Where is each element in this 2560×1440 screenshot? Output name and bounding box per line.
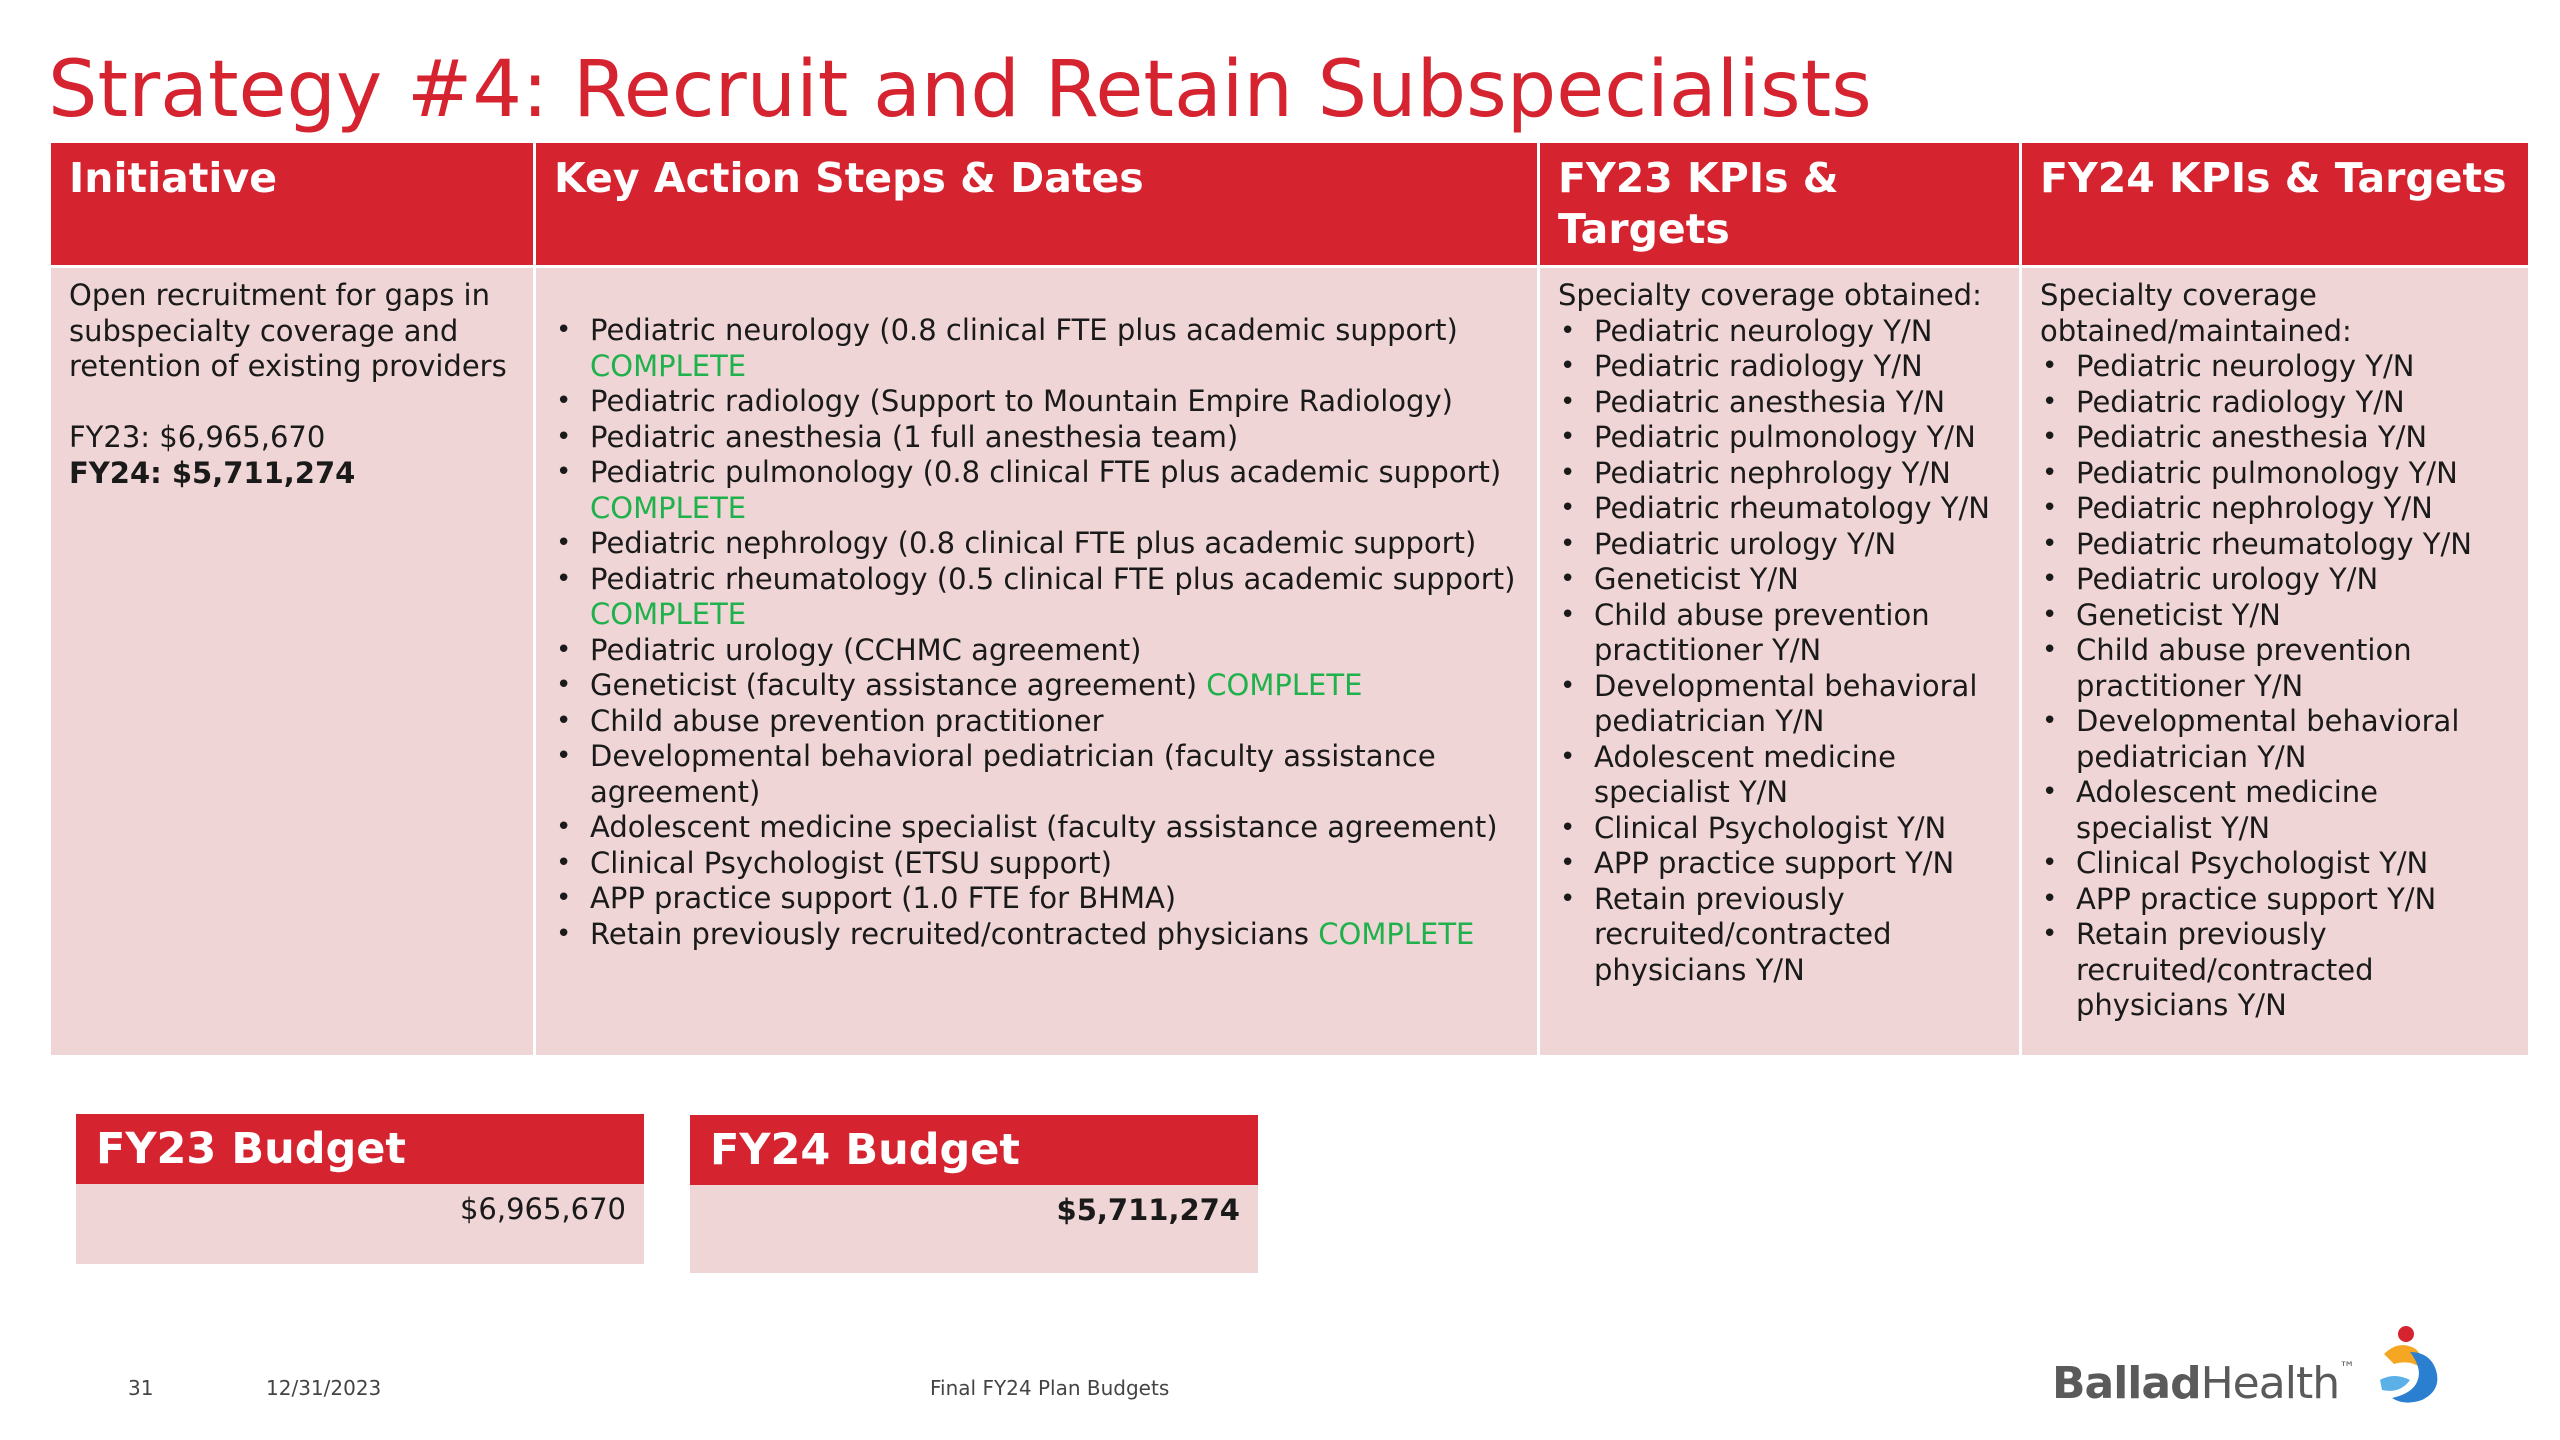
fy23-budget-value: $6,965,670: [76, 1184, 644, 1264]
action-step-text: Pediatric rheumatology (0.5 clinical FTE plus academic support): [590, 561, 1516, 596]
action-step-item: [554, 917, 1519, 953]
logo-wordmark: BalladHealth™: [2052, 1358, 2355, 1409]
fy23-kpi-item: • Pediatric radiology Y/N: [1558, 349, 2001, 385]
fy23-kpi-item: • Pediatric urology Y/N: [1558, 527, 2001, 563]
fy23-kpi-item: • Developmental behavioral pediatrician Y/N: [1558, 669, 2001, 740]
fy23-kpis-intro: Specialty coverage obtained:: [1558, 278, 1982, 312]
fy24-budget-value: $5,711,274: [690, 1185, 1258, 1273]
fy23-kpi-item: • Pediatric nephrology Y/N: [1558, 456, 2001, 492]
fy23-budget-box: [76, 1114, 644, 1264]
fy24-kpis-intro: Specialty coverage obtained/maintained:: [2040, 278, 2352, 348]
complete-status: COMPLETE: [1318, 916, 1475, 951]
fy24-kpi-item: • Pediatric neurology Y/N: [2040, 349, 2510, 385]
header-key-action-steps: Key Action Steps & Dates: [535, 142, 1539, 267]
action-steps-cell: [535, 267, 1539, 1057]
action-step-text: Child abuse prevention practitioner: [590, 703, 1104, 738]
fy24-kpi-item: • Clinical Psychologist Y/N: [2040, 846, 2510, 882]
action-step-item: [554, 668, 1519, 704]
action-step-text: Adolescent medicine specialist (faculty assistance agreement): [590, 810, 1498, 844]
initiative-fy24-amount: FY24: $5,711,274: [69, 455, 356, 490]
action-step-text: APP practice support (1.0 FTE for BHMA): [590, 881, 1177, 915]
header-fy23-kpis: FY23 KPIs & Targets: [1539, 142, 2021, 267]
action-step-text: Pediatric urology (CCHMC agreement): [590, 632, 1142, 667]
table-row: [50, 267, 2530, 1057]
action-step-text: Pediatric nephrology (0.8 clinical FTE plus academic support): [590, 526, 1477, 560]
fy24-kpi-item: • Geneticist Y/N: [2040, 598, 2510, 634]
complete-status: COMPLETE: [590, 348, 747, 383]
fy23-kpi-item: • Pediatric rheumatology Y/N: [1558, 491, 2001, 527]
fy23-kpi-item: • APP practice support Y/N: [1558, 846, 2001, 882]
header-fy24-kpis: FY24 KPIs & Targets: [2021, 142, 2530, 267]
initiative-description: Open recruitment for gaps in subspecialty coverage and retention of existing providers: [69, 278, 507, 383]
action-step-item: [554, 704, 1519, 740]
action-step-text: Geneticist (faculty assistance agreement): [590, 668, 1198, 702]
fy23-budget-label: FY23 Budget: [76, 1114, 644, 1184]
action-step-text: Pediatric pulmonology (0.8 clinical FTE plus academic support): [590, 455, 1502, 489]
fy24-kpi-item: • Adolescent medicine specialist Y/N: [2040, 775, 2510, 846]
action-step-text: Pediatric radiology (Support to Mountain Empire Radiology): [590, 384, 1453, 418]
complete-status: COMPLETE: [590, 490, 747, 525]
action-steps-list: [554, 313, 1519, 952]
footer-title: Final FY24 Plan Budgets: [930, 1376, 1170, 1400]
fy24-budget-label: FY24 Budget: [690, 1115, 1258, 1185]
table-header-row: [50, 142, 2530, 267]
fy24-kpi-item: • Pediatric rheumatology Y/N: [2040, 527, 2510, 563]
action-step-item: [554, 420, 1519, 456]
action-step-text: Developmental behavioral pediatrician (faculty assistance agreement): [590, 739, 1436, 809]
fy23-kpi-item: • Child abuse prevention practitioner Y/N: [1558, 598, 2001, 669]
fy23-kpi-item: • Retain previously recruited/contracted physicians Y/N: [1558, 882, 2001, 989]
action-step-text: Pediatric neurology (0.8 clinical FTE plus academic support): [590, 313, 1458, 347]
fy23-kpi-item: • Pediatric anesthesia Y/N: [1558, 385, 2001, 421]
fy24-kpi-item: • Developmental behavioral pediatrician Y/N: [2040, 704, 2510, 775]
action-step-item: [554, 881, 1519, 917]
footer-date: 12/31/2023: [266, 1376, 382, 1400]
ballad-health-mark-icon: [2370, 1324, 2450, 1410]
initiative-cell: [50, 267, 535, 1057]
action-step-text: Retain previously recruited/contracted physicians: [590, 916, 1310, 951]
fy24-kpi-item: • Child abuse prevention practitioner Y/N: [2040, 633, 2510, 704]
fy24-kpis-list: [2040, 349, 2510, 1024]
fy24-kpi-item: • Pediatric urology Y/N: [2040, 562, 2510, 598]
fy24-kpi-item: • APP practice support Y/N: [2040, 882, 2510, 918]
action-step-item: [554, 739, 1519, 810]
complete-status: COMPLETE: [1206, 668, 1363, 702]
action-step-item: [554, 810, 1519, 846]
fy23-kpi-item: • Pediatric pulmonology Y/N: [1558, 420, 2001, 456]
fy24-kpi-item: • Pediatric nephrology Y/N: [2040, 491, 2510, 527]
fy24-kpi-item: • Retain previously recruited/contracted physicians Y/N: [2040, 917, 2510, 1024]
fy24-kpi-item: • Pediatric anesthesia Y/N: [2040, 420, 2510, 456]
ballad-health-logo: [2052, 1310, 2452, 1410]
action-step-text: Clinical Psychologist (ETSU support): [590, 845, 1112, 880]
action-step-item: [554, 384, 1519, 420]
complete-status: COMPLETE: [590, 597, 747, 631]
action-step-item: [554, 562, 1519, 633]
action-step-item: [554, 455, 1519, 526]
fy24-kpi-item: • Pediatric pulmonology Y/N: [2040, 456, 2510, 492]
page-number: 31: [128, 1376, 154, 1400]
initiative-fy23-amount: FY23: $6,965,670: [69, 420, 326, 454]
strategy-table: [48, 140, 2531, 1058]
fy24-kpi-item: • Pediatric radiology Y/N: [2040, 385, 2510, 421]
fy23-kpis-list: [1558, 314, 2001, 989]
action-step-text: Pediatric anesthesia (1 full anesthesia team): [590, 419, 1239, 454]
fy23-kpis-cell: [1539, 267, 2021, 1057]
action-step-item: [554, 846, 1519, 882]
fy24-budget-box: [690, 1115, 1258, 1273]
fy23-kpi-item: • Adolescent medicine specialist Y/N: [1558, 740, 2001, 811]
fy23-kpi-item: • Pediatric neurology Y/N: [1558, 314, 2001, 350]
action-step-item: [554, 633, 1519, 669]
fy23-kpi-item: • Clinical Psychologist Y/N: [1558, 811, 2001, 847]
fy24-kpis-cell: [2021, 267, 2530, 1057]
action-step-item: [554, 313, 1519, 384]
page-title: Strategy #4: Recruit and Retain Subspecialists: [48, 45, 1872, 135]
action-step-item: [554, 526, 1519, 562]
header-initiative: Initiative: [50, 142, 535, 267]
fy23-kpi-item: • Geneticist Y/N: [1558, 562, 2001, 598]
